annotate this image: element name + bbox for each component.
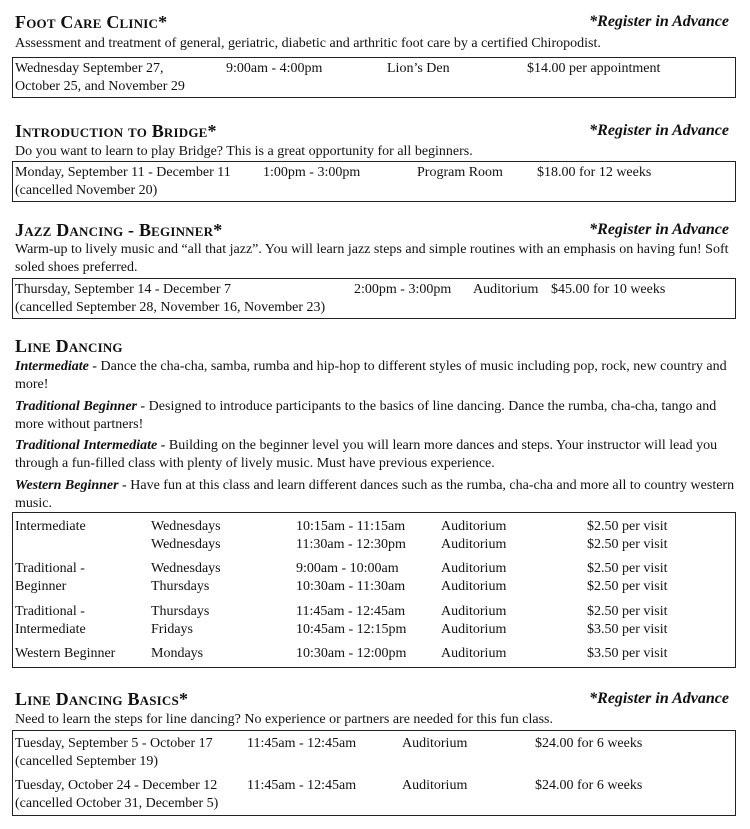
fee-text: $24.00 for 6 weeks bbox=[535, 736, 643, 751]
schedule-box bbox=[12, 57, 736, 98]
register-note: *Register in Advance bbox=[589, 122, 729, 139]
day-text: Thursdays bbox=[151, 579, 210, 594]
level-text: Traditional - bbox=[15, 604, 85, 619]
location-text: Auditorium bbox=[402, 736, 468, 751]
description-label: Traditional Beginner - bbox=[15, 399, 146, 414]
schedule-box bbox=[12, 730, 736, 816]
date-text: (cancelled October 31, December 5) bbox=[15, 796, 219, 811]
date-text: Monday, September 11 - December 11 bbox=[15, 165, 231, 180]
location-text: Auditorium bbox=[441, 622, 507, 637]
time-text: 11:45am - 12:45am bbox=[296, 604, 406, 619]
register-note: *Register in Advance bbox=[589, 13, 729, 30]
date-text: Tuesday, September 5 - October 17 bbox=[15, 736, 213, 751]
date-text: (cancelled November 20) bbox=[15, 183, 158, 198]
description-text: Dance the cha-cha, samba, rumba and hip-hop to different styles of music including pop, rock, new country and more! bbox=[15, 359, 727, 392]
fee-text: $2.50 per visit bbox=[587, 561, 668, 576]
description-text: Have fun at this class and learn different dances such as the rumba, cha-cha and more all to country western music. bbox=[15, 478, 735, 511]
level-text: Traditional - bbox=[15, 561, 85, 576]
section-title: Jazz Dancing - Beginner* bbox=[15, 220, 223, 240]
section-description: Do you want to learn to play Bridge? This is a great opportunity for all beginners. bbox=[15, 144, 473, 159]
date-text: (cancelled September 28, November 16, November 23) bbox=[15, 300, 326, 315]
section-title: Introduction to Bridge* bbox=[15, 121, 217, 141]
day-text: Wednesdays bbox=[151, 561, 221, 576]
schedule-box bbox=[12, 278, 736, 319]
day-text: Mondays bbox=[151, 646, 204, 661]
time-text: 11:45am - 12:45am bbox=[247, 778, 357, 793]
time-text: 11:45am - 12:45am bbox=[247, 736, 357, 751]
time-text: 10:15am - 11:15am bbox=[296, 519, 406, 534]
fee-text: $2.50 per visit bbox=[587, 537, 668, 552]
section-description: Need to learn the steps for line dancing? No experience or partners are needed for this fun class. bbox=[15, 712, 554, 727]
fee-text: $2.50 per visit bbox=[587, 604, 668, 619]
description-intermediate bbox=[15, 358, 735, 394]
level-text: Beginner bbox=[15, 579, 67, 594]
section-title: Line Dancing bbox=[15, 336, 123, 356]
level-text: Western Beginner bbox=[15, 646, 116, 661]
location-text: Auditorium bbox=[441, 646, 507, 661]
time-text: 10:45am - 12:15pm bbox=[296, 622, 407, 637]
description-label: Traditional Intermediate - bbox=[15, 438, 166, 453]
date-text: October 25, and November 29 bbox=[15, 79, 185, 94]
description-label: Intermediate - bbox=[15, 359, 98, 374]
date-text: Tuesday, October 24 - December 12 bbox=[15, 778, 218, 793]
location-text: Program Room bbox=[417, 165, 503, 180]
day-text: Fridays bbox=[151, 622, 193, 637]
fee-text: $2.50 per visit bbox=[587, 579, 668, 594]
description-traditional-beginner bbox=[15, 398, 735, 434]
fee-text: $3.50 per visit bbox=[587, 646, 668, 661]
location-text: Lion’s Den bbox=[387, 61, 450, 76]
date-text: Wednesday September 27, bbox=[15, 61, 164, 76]
day-text: Thursdays bbox=[151, 604, 210, 619]
description-western-beginner bbox=[15, 477, 735, 513]
description-traditional-intermediate bbox=[15, 437, 735, 473]
fee-text: $14.00 per appointment bbox=[527, 61, 661, 76]
date-text: Thursday, September 14 - December 7 bbox=[15, 282, 232, 297]
location-text: Auditorium bbox=[441, 519, 507, 534]
schedule-box bbox=[12, 161, 736, 202]
time-text: 10:30am - 11:30am bbox=[296, 579, 406, 594]
fee-text: $2.50 per visit bbox=[587, 519, 668, 534]
time-text: 9:00am - 10:00am bbox=[296, 561, 399, 576]
description-text: Designed to introduce participants to the basics of line dancing. Dance the rumba, cha-cha, tango and more without partners! bbox=[15, 399, 717, 432]
time-text: 10:30am - 12:00pm bbox=[296, 646, 407, 661]
register-note: *Register in Advance bbox=[589, 690, 729, 707]
section-description: Assessment and treatment of general, geriatric, diabetic and arthritic foot care by a certified Chiropodist. bbox=[15, 36, 601, 51]
fee-text: $3.50 per visit bbox=[587, 622, 668, 637]
fee-text: $18.00 for 12 weeks bbox=[537, 165, 652, 180]
level-text: Intermediate bbox=[15, 622, 86, 637]
location-text: Auditorium bbox=[441, 579, 507, 594]
location-text: Auditorium bbox=[441, 561, 507, 576]
time-text: 1:00pm - 3:00pm bbox=[263, 165, 361, 180]
fee-text: $45.00 for 10 weeks bbox=[551, 282, 666, 297]
description-text: Building on the beginner level you will learn more dances and steps. Your instructor will lead you through a fun-filled class with plenty of lively music. Must have previous experience. bbox=[15, 438, 718, 471]
location-text: Auditorium bbox=[473, 282, 539, 297]
section-title: Line Dancing Basics* bbox=[15, 689, 189, 709]
time-text: 9:00am - 4:00pm bbox=[226, 61, 323, 76]
day-text: Wednesdays bbox=[151, 537, 221, 552]
section-description: Warm-up to lively music and “all that jazz”. You will learn jazz steps and simple routines with an emphasis on having fun! Soft soled shoes preferred. bbox=[15, 242, 729, 275]
location-text: Auditorium bbox=[402, 778, 468, 793]
day-text: Wednesdays bbox=[151, 519, 221, 534]
register-note: *Register in Advance bbox=[589, 221, 729, 238]
time-text: 2:00pm - 3:00pm bbox=[354, 282, 452, 297]
date-text: (cancelled September 19) bbox=[15, 754, 159, 769]
location-text: Auditorium bbox=[441, 604, 507, 619]
description-label: Western Beginner - bbox=[15, 478, 127, 493]
time-text: 11:30am - 12:30pm bbox=[296, 537, 406, 552]
line-dancing-schedule-table bbox=[12, 512, 736, 668]
fee-text: $24.00 for 6 weeks bbox=[535, 778, 643, 793]
section-title: Foot Care Clinic* bbox=[15, 12, 168, 32]
location-text: Auditorium bbox=[441, 537, 507, 552]
level-text: Intermediate bbox=[15, 519, 86, 534]
